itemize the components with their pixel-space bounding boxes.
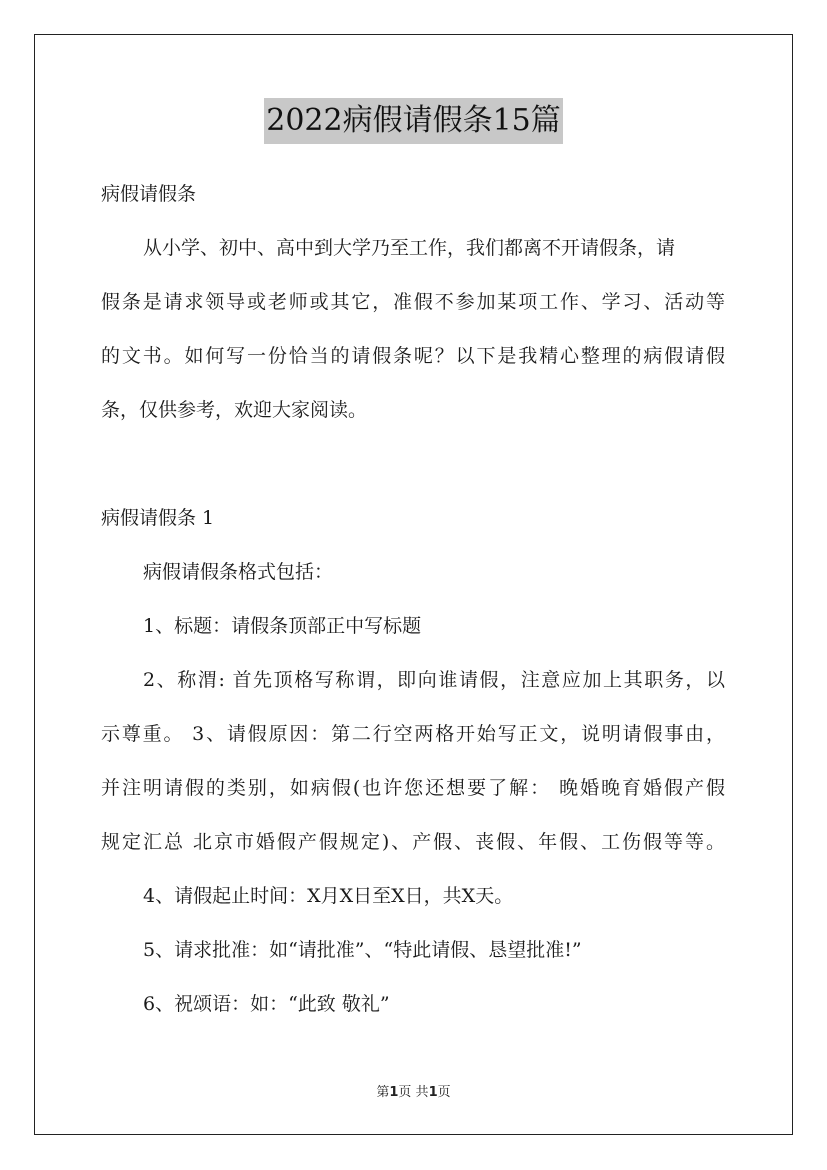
- footer-suffix: 页: [437, 1085, 451, 1100]
- footer-prefix: 第: [376, 1085, 390, 1100]
- list-item-salutation-line-4: 规定汇总 北京市婚假产假规定)、产假、丧假、年假、工伤假等等。: [101, 831, 725, 853]
- footer-page-number: 1: [389, 1085, 399, 1100]
- footer-mid: 页 共: [398, 1085, 429, 1100]
- list-item-title: 1、标题：请假条顶部正中写标题: [143, 615, 422, 637]
- intro-heading: 病假请假条: [101, 183, 197, 205]
- page-footer: [0, 1084, 827, 1102]
- section-heading: 病假请假条 1: [101, 507, 215, 529]
- list-item-approval: 5、请求批准：如“请批准”、“特此请假、恳望批准!”: [143, 939, 582, 961]
- footer-page-total: 1: [428, 1085, 438, 1100]
- title-container: [0, 98, 827, 144]
- list-item-period: 4、请假起止时间：X月X日至X日，共X天。: [143, 885, 514, 907]
- intro-paragraph-line-4: 条，仅供参考，欢迎大家阅读。: [101, 399, 368, 421]
- list-item-closing: 6、祝颂语：如：“此致 敬礼”: [143, 993, 390, 1015]
- intro-paragraph-line-2: 假条是请求领导或老师或其它，准假不参加某项工作、学习、活动等: [101, 291, 725, 313]
- list-item-salutation-line-2: 示尊重。 3、请假原因：第二行空两格开始写正文，说明请假事由，: [101, 723, 725, 745]
- list-item-salutation-line-3: 并注明请假的类别，如病假(也许您还想要了解： 晚婚晚育婚假产假: [101, 777, 725, 799]
- format-intro: 病假请假条格式包括：: [143, 561, 334, 583]
- document-title: 2022病假请假条15篇: [264, 98, 563, 144]
- intro-paragraph-line-1: 从小学、初中、高中到大学乃至工作，我们都离不开请假条，请: [143, 237, 676, 259]
- list-item-salutation-line-1: 2、称渭: 首先顶格写称谓，即向谁请假，注意应加上其职务，以: [143, 669, 725, 691]
- intro-paragraph-line-3: 的文书。如何写一份恰当的请假条呢？以下是我精心整理的病假请假: [101, 345, 725, 367]
